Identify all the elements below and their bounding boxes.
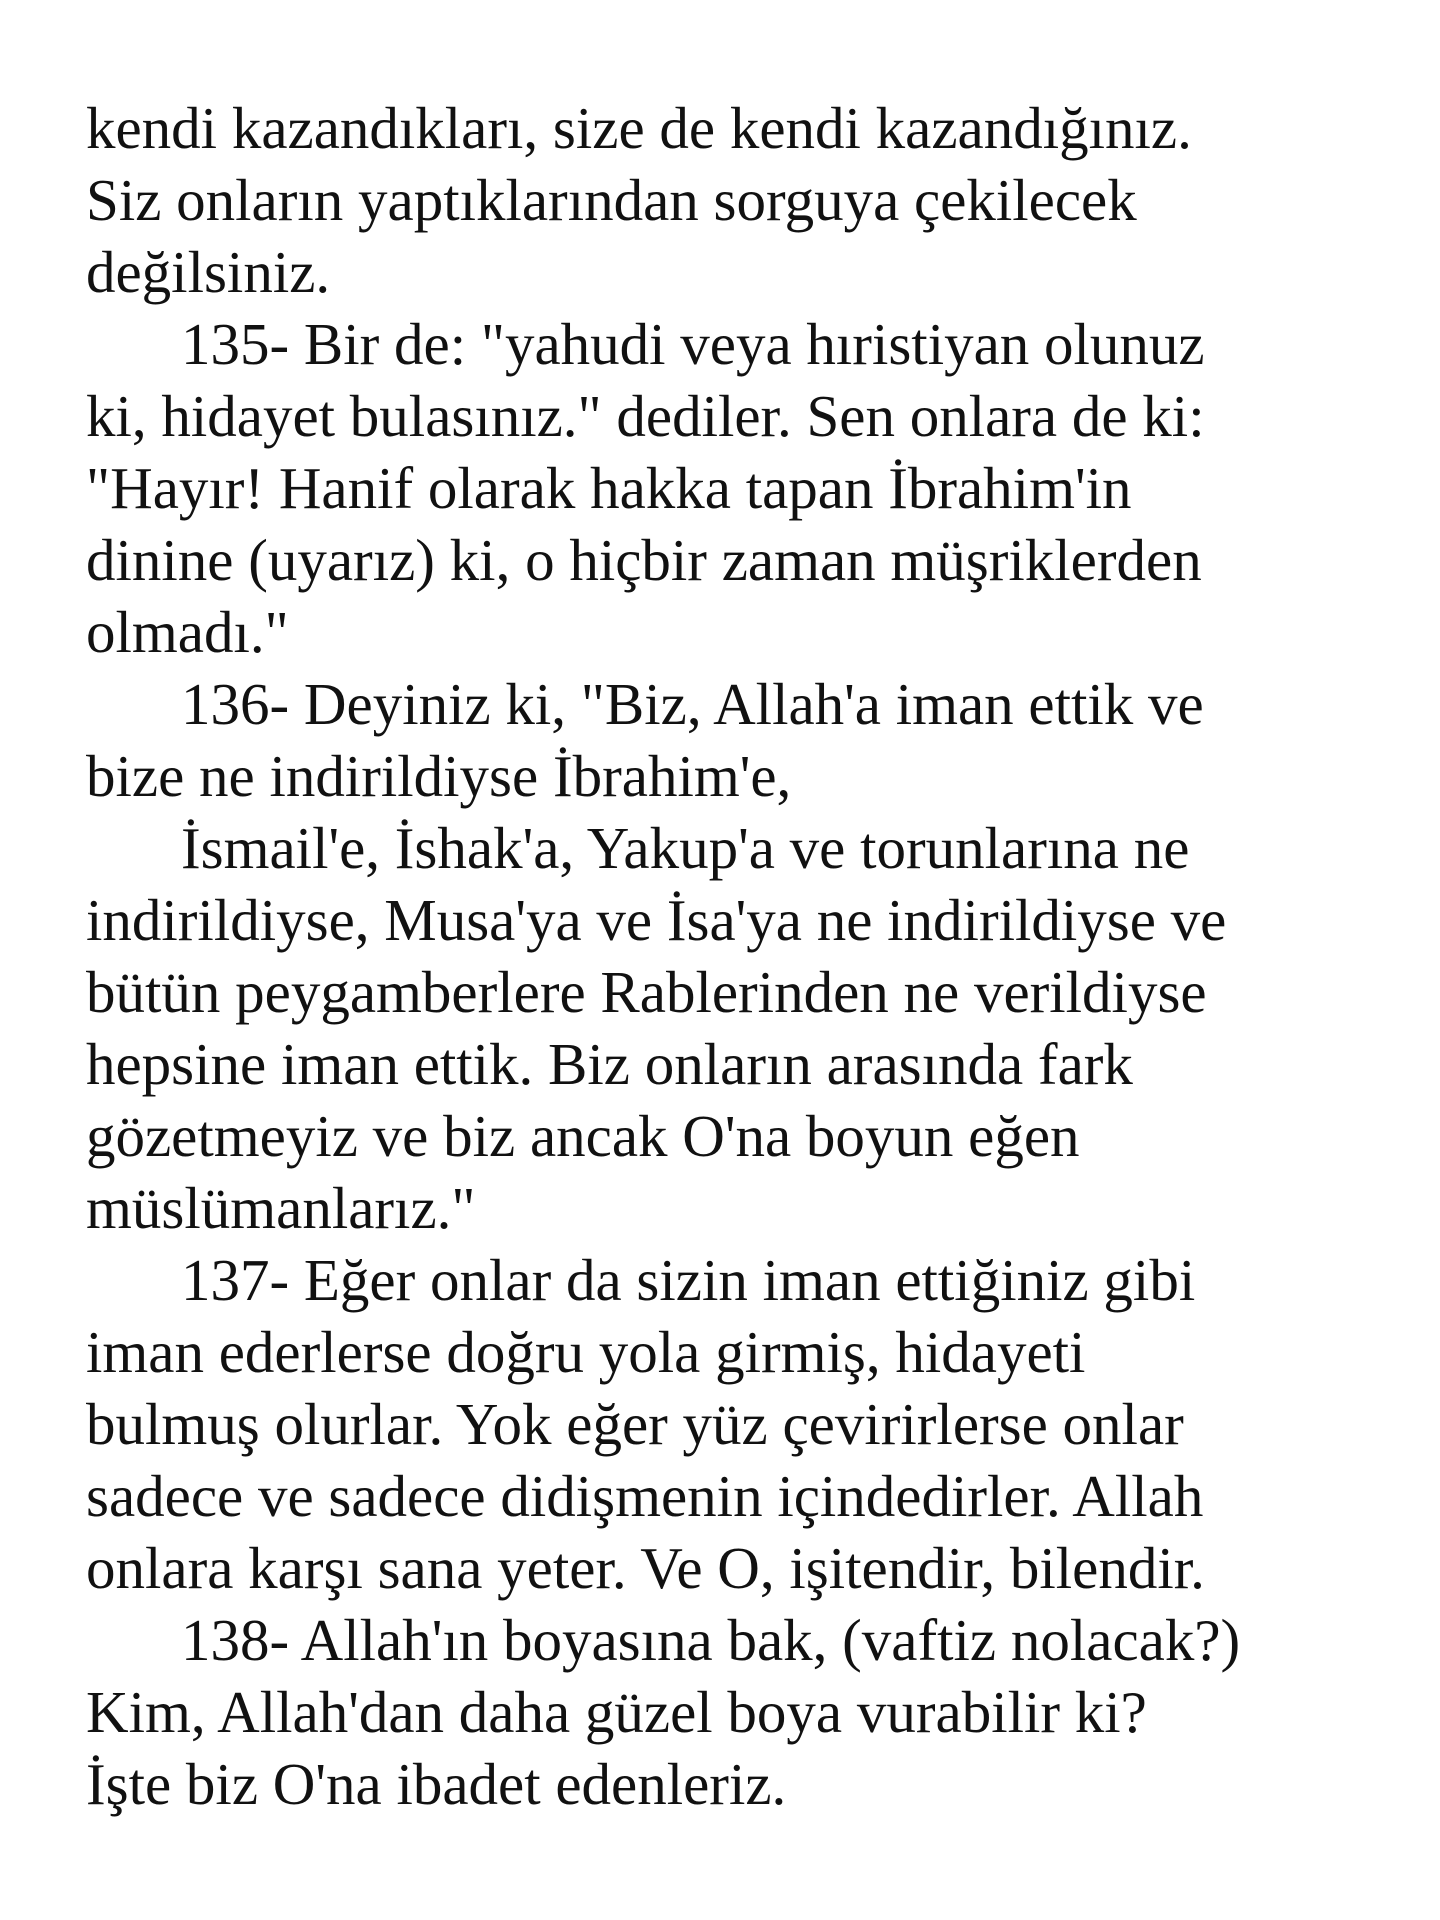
- text-line: bütün peygamberlere Rablerinden ne verildiyse: [86, 959, 1207, 1025]
- text-line: bize ne indirildiyse İbrahim'e,: [86, 743, 792, 809]
- verse-137-start: 137- Eğer onlar da sizin iman ettiğiniz gibi: [181, 1247, 1196, 1313]
- text-line: Kim, Allah'dan daha güzel boya vurabilir ki?: [86, 1679, 1147, 1745]
- text-line: bulmuş olurlar. Yok eğer yüz çevirirlerse onlar: [86, 1391, 1184, 1457]
- text-line: değilsiniz.: [86, 239, 331, 305]
- text-line: hepsine iman ettik. Biz onların arasında fark: [86, 1031, 1133, 1097]
- text-line: sadece ve sadece didişmenin içindedirler. Allah: [86, 1463, 1204, 1529]
- text-line: Siz onların yaptıklarından sorguya çekilecek: [86, 167, 1137, 233]
- body-text: [86, 92, 1400, 1820]
- text-line: ki, hidayet bulasınız." dediler. Sen onlara de ki:: [86, 383, 1205, 449]
- text-line: gözetmeyiz ve biz ancak O'na boyun eğen: [86, 1103, 1080, 1169]
- text-line: onlara karşı sana yeter. Ve O, işitendir, bilendir.: [86, 1535, 1205, 1601]
- text-line: dinine (uyarız) ki, o hiçbir zaman müşriklerden: [86, 527, 1202, 593]
- text-line: indirildiyse, Musa'ya ve İsa'ya ne indirildiyse ve: [86, 887, 1227, 953]
- verse-138-start: 138- Allah'ın boyasına bak, (vaftiz nolacak?): [181, 1607, 1241, 1673]
- text-line: iman ederlerse doğru yola girmiş, hidayeti: [86, 1319, 1086, 1385]
- text-line: kendi kazandıkları, size de kendi kazandığınız.: [86, 95, 1192, 161]
- verse-135-start: 135- Bir de: "yahudi veya hıristiyan olunuz: [181, 311, 1205, 377]
- verse-136-start: 136- Deyiniz ki, "Biz, Allah'a iman ettik ve: [181, 671, 1204, 737]
- text-line: müslümanlarız.": [86, 1175, 476, 1241]
- text-line: olmadı.": [86, 599, 289, 665]
- text-line: İşte biz O'na ibadet edenleriz.: [86, 1751, 787, 1817]
- text-line-indented: İsmail'e, İshak'a, Yakup'a ve torunlarına ne: [181, 815, 1190, 881]
- text-line: "Hayır! Hanif olarak hakka tapan İbrahim'in: [86, 455, 1132, 521]
